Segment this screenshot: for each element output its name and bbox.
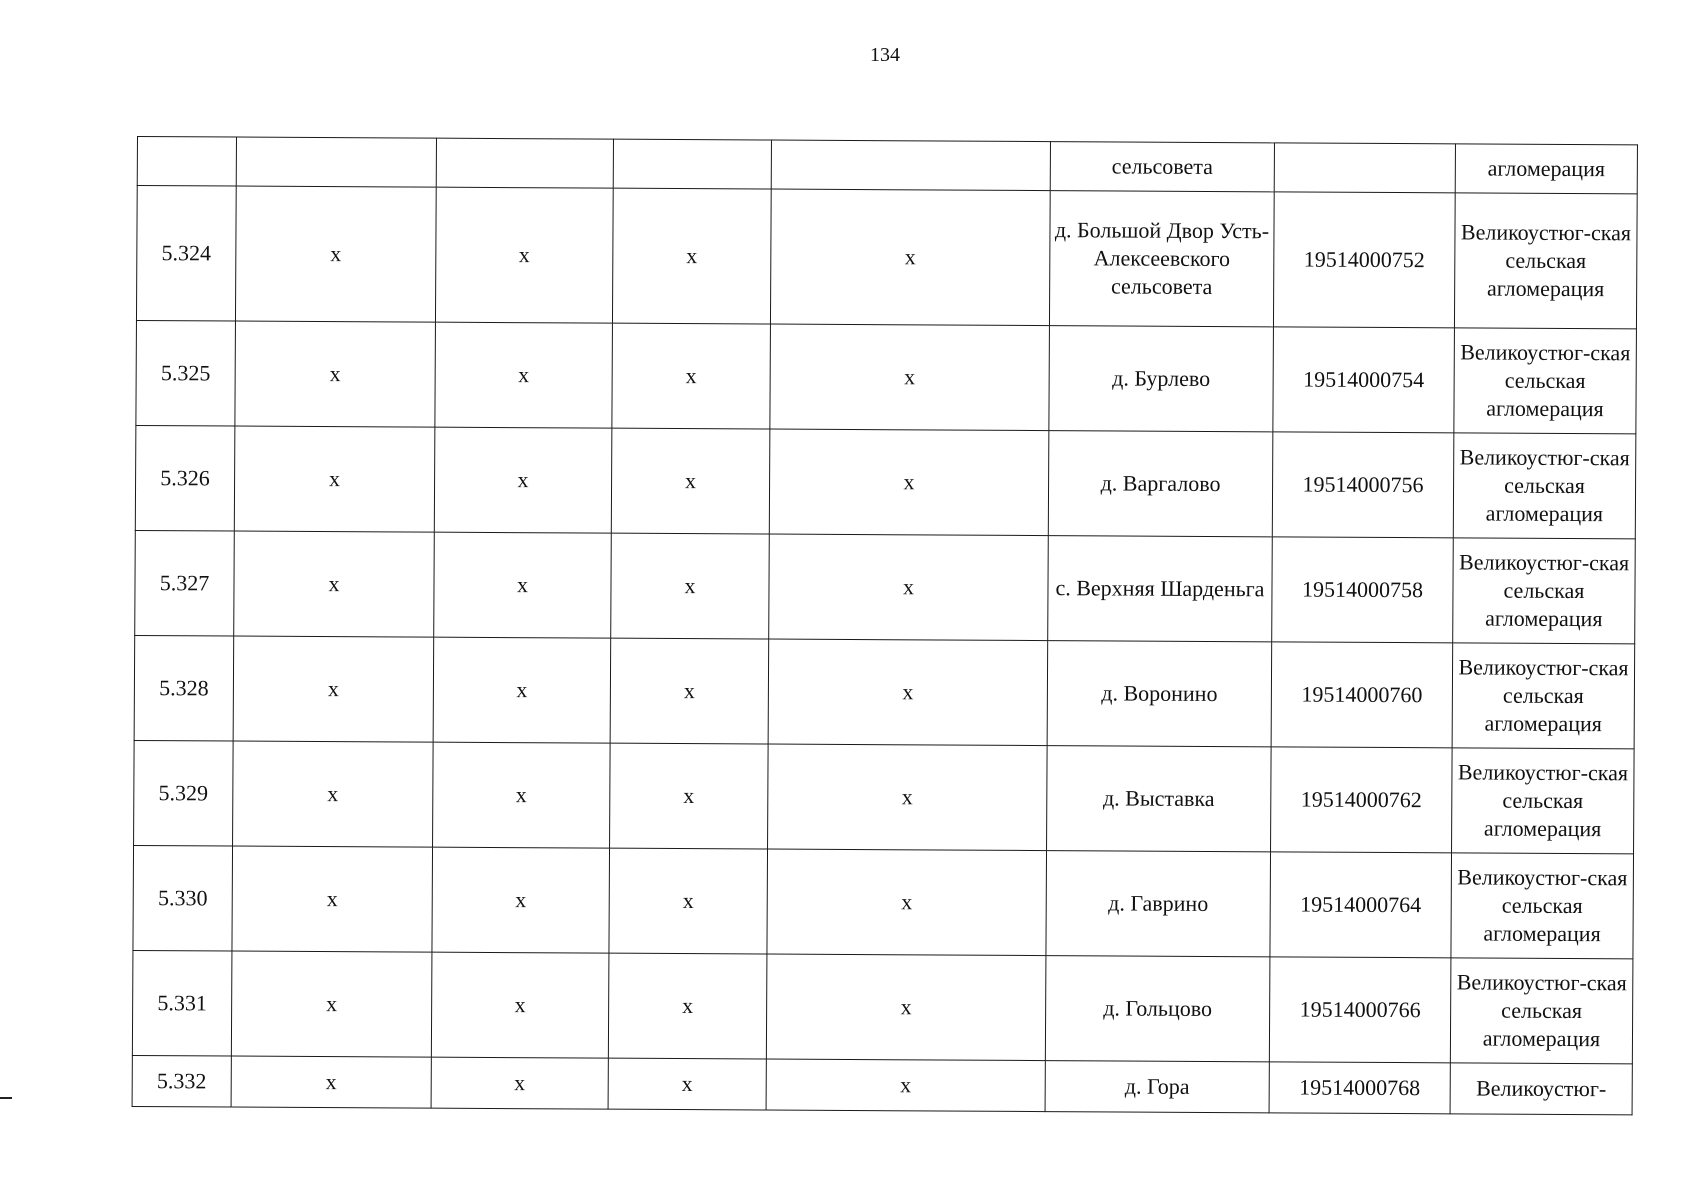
mark-cell: х <box>770 324 1050 431</box>
header-cell <box>236 137 436 187</box>
table-header-row <box>137 137 1637 194</box>
settlement-cell: д. Гаврино <box>1046 851 1271 957</box>
mark-cell: х <box>611 533 770 639</box>
row-number-cell: 5.329 <box>134 740 234 846</box>
code-cell: 19514000760 <box>1271 642 1453 748</box>
mark-cell: х <box>766 1059 1045 1112</box>
mark-cell: х <box>609 848 768 954</box>
table-row <box>134 635 1635 748</box>
settlement-cell: д. Варгалово <box>1048 431 1273 537</box>
mark-cell: х <box>608 953 767 1059</box>
settlements-table <box>132 136 1638 1115</box>
agglomeration-cell: Великоустюг-ская сельская агломерация <box>1452 748 1635 854</box>
code-cell: 19514000766 <box>1269 957 1451 1063</box>
header-cell-agglomeration: агломерация <box>1455 144 1637 194</box>
table-row <box>134 740 1635 853</box>
mark-cell: х <box>769 429 1049 536</box>
mark-cell: х <box>435 322 613 428</box>
row-number-cell: 5.325 <box>136 320 236 426</box>
mark-cell: х <box>235 321 436 427</box>
mark-cell: х <box>612 188 771 324</box>
row-number-cell: 5.328 <box>134 635 234 741</box>
margin-mark <box>0 1097 12 1099</box>
mark-cell: х <box>608 1058 766 1110</box>
table-body <box>132 137 1637 1115</box>
mark-cell: х <box>434 532 612 638</box>
agglomeration-cell: Великоустюг-ская сельская агломерация <box>1454 328 1637 434</box>
settlement-cell: д. Выставка <box>1047 746 1272 852</box>
mark-cell: х <box>611 428 770 534</box>
mark-cell: х <box>767 849 1047 956</box>
row-number-cell: 5.330 <box>133 845 233 951</box>
mark-cell: х <box>610 638 769 744</box>
agglomeration-cell: Великоустюг-ская сельская агломерация <box>1454 193 1637 329</box>
mark-cell: х <box>766 954 1046 1061</box>
mark-cell: х <box>434 427 612 533</box>
table-row <box>132 950 1633 1063</box>
code-cell: 19514000768 <box>1269 1062 1450 1114</box>
row-number-cell: 5.331 <box>132 950 232 1056</box>
settlement-cell: с. Верхняя Шарденьга <box>1048 536 1273 642</box>
settlement-cell: д. Бурлево <box>1049 326 1274 432</box>
mark-cell: х <box>431 952 609 1058</box>
mark-cell: х <box>234 426 435 532</box>
code-cell: 19514000758 <box>1272 537 1454 643</box>
settlement-cell: д. Гора <box>1045 1061 1269 1113</box>
row-number-cell: 5.324 <box>136 186 236 322</box>
header-cell <box>436 138 613 188</box>
header-cell-settlement: сельсовета <box>1050 142 1274 192</box>
table-row <box>136 320 1637 433</box>
mark-cell: х <box>435 187 613 323</box>
agglomeration-cell: Великоустюг- <box>1450 1063 1632 1115</box>
mark-cell: х <box>768 744 1048 851</box>
settlement-cell: д. Большой Двор Усть-Алексеевского сельсовета <box>1049 191 1274 327</box>
table-row <box>133 845 1634 958</box>
mark-cell: х <box>768 639 1048 746</box>
code-cell: 19514000762 <box>1271 747 1453 853</box>
mark-cell: х <box>610 743 769 849</box>
settlement-cell: д. Гольцово <box>1045 956 1270 1062</box>
mark-cell: х <box>233 636 434 742</box>
header-cell <box>613 139 771 189</box>
row-number-cell: 5.326 <box>135 425 235 531</box>
agglomeration-cell: Великоустюг-ская сельская агломерация <box>1451 853 1634 959</box>
agglomeration-cell: Великоустюг-ская сельская агломерация <box>1453 433 1636 539</box>
mark-cell: х <box>231 1056 431 1108</box>
mark-cell: х <box>234 531 435 637</box>
agglomeration-cell: Великоустюг-ская сельская агломерация <box>1450 958 1633 1064</box>
agglomeration-cell: Великоустюг-ская сельская агломерация <box>1453 538 1636 644</box>
table-row <box>135 425 1636 538</box>
page-number: 134 <box>870 44 900 66</box>
table-row <box>135 530 1636 643</box>
agglomeration-cell: Великоустюг-ская сельская агломерация <box>1452 643 1635 749</box>
mark-cell: х <box>235 186 436 322</box>
table-row <box>132 1055 1632 1114</box>
mark-cell: х <box>433 742 611 848</box>
mark-cell: х <box>770 189 1050 326</box>
settlement-cell: д. Воронино <box>1047 641 1272 747</box>
code-cell: 19514000756 <box>1272 432 1454 538</box>
mark-cell: х <box>232 846 433 952</box>
mark-cell: х <box>431 1057 608 1109</box>
code-cell: 19514000752 <box>1273 192 1455 328</box>
mark-cell: х <box>769 534 1049 641</box>
mark-cell: х <box>612 323 771 429</box>
row-number-cell: 5.332 <box>132 1055 231 1107</box>
mark-cell: х <box>432 847 610 953</box>
header-cell <box>1274 143 1455 193</box>
mark-cell: х <box>433 637 611 743</box>
code-cell: 19514000764 <box>1270 852 1452 958</box>
header-cell <box>771 140 1050 191</box>
mark-cell: х <box>231 951 432 1057</box>
mark-cell: х <box>233 741 434 847</box>
row-number-cell: 5.327 <box>135 530 235 636</box>
header-cell <box>137 137 236 187</box>
code-cell: 19514000754 <box>1273 327 1455 433</box>
table-row <box>136 186 1637 329</box>
